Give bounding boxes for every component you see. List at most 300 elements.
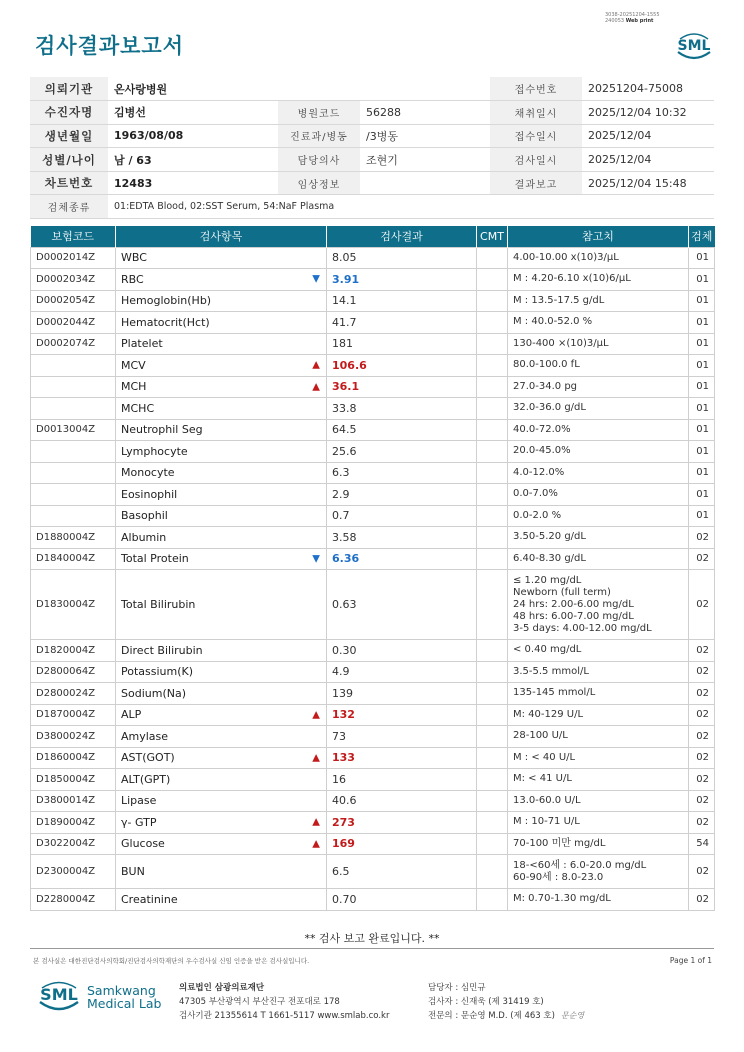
brand-name-line2: Medical Lab [87, 996, 162, 1011]
test-result: 132 [327, 704, 477, 726]
test-name [116, 640, 327, 662]
reference-range: 13.0-60.0 U/L [508, 790, 689, 812]
result-row [31, 570, 715, 640]
result-row [31, 333, 715, 355]
specimen-code: 01 [689, 376, 715, 398]
specimen-code: 01 [689, 269, 715, 291]
ward-code-value: 56288 [360, 101, 490, 125]
test-result: 36.1 [327, 376, 477, 398]
tester: 검사자 : 신재욱 (제 31419 호) [428, 997, 544, 1007]
test-name-label: MCHC [121, 401, 155, 415]
test-comment [477, 833, 508, 855]
test-name-label: Creatinine [121, 892, 178, 906]
result-row [31, 484, 715, 506]
report-date-label: 결과보고 [490, 171, 582, 195]
reference-range: M : 10-71 U/L [508, 812, 689, 834]
test-name [116, 747, 327, 769]
sex-age-label: 성별/나이 [30, 148, 108, 172]
test-comment [477, 726, 508, 748]
info-row [30, 101, 714, 125]
specimen-code: 02 [689, 570, 715, 640]
specimen-code: 02 [689, 769, 715, 791]
result-row [31, 355, 715, 377]
test-result: 106.6 [327, 355, 477, 377]
test-comment [477, 790, 508, 812]
specimen-code: 01 [689, 505, 715, 527]
test-name [116, 376, 327, 398]
test-name [116, 570, 327, 640]
reference-range: 0.0-7.0% [508, 484, 689, 506]
clinical-value [360, 171, 490, 195]
report-title: 검사결과보고서 [35, 34, 185, 58]
chart-label: 차트번호 [30, 171, 108, 195]
test-result: 73 [327, 726, 477, 748]
test-comment [477, 683, 508, 705]
patient-value: 김병선 [108, 101, 278, 125]
test-comment [477, 355, 508, 377]
test-name-label: Direct Bilirubin [121, 643, 203, 657]
certification-note: 본 검사실은 대한진단검사의학회/진단검사의학재단의 우수검사실 신임 인증을 받은 검사실입니다. [33, 957, 310, 965]
patient-label: 수진자명 [30, 101, 108, 125]
test-code [31, 505, 116, 527]
test-name-label: Hematocrit(Hct) [121, 315, 210, 329]
test-code: D1890004Z [31, 812, 116, 834]
results-body [31, 247, 715, 910]
test-code: D1870004Z [31, 704, 116, 726]
test-name-label: Platelet [121, 337, 163, 351]
test-date-label: 검사일시 [490, 148, 582, 172]
test-code: D0013004Z [31, 419, 116, 441]
test-result: 2.9 [327, 484, 477, 506]
test-comment [477, 855, 508, 889]
test-result: 0.70 [327, 889, 477, 911]
report-complete-note: ** 검사 보고 완료입니다. ** [304, 932, 440, 945]
foundation-address: 47305 부산광역시 부산진구 전포대로 178 [179, 997, 340, 1007]
reference-range: 80.0-100.0 fL [508, 355, 689, 377]
footer-divider [30, 948, 714, 949]
test-code: D2800064Z [31, 661, 116, 683]
specimen-value: 01:EDTA Blood, 02:SST Serum, 54:NaF Plasma [108, 195, 714, 219]
result-row [31, 247, 715, 269]
foundation-info [179, 981, 389, 1023]
low-flag-icon: ▼ [312, 553, 320, 565]
specimen-code: 01 [689, 355, 715, 377]
test-result: 40.6 [327, 790, 477, 812]
collect-value: 2025/12/04 10:32 [582, 101, 714, 125]
reference-range: M: 0.70-1.30 mg/dL [508, 889, 689, 911]
info-row [30, 77, 714, 101]
test-name [116, 548, 327, 570]
test-code: D3022004Z [31, 833, 116, 855]
result-row [31, 290, 715, 312]
result-row [31, 661, 715, 683]
col-header-specimen: 검체 [689, 226, 715, 247]
result-row [31, 704, 715, 726]
test-name [116, 661, 327, 683]
test-name-label: MCV [121, 358, 146, 372]
col-header-cmt: CMT [477, 226, 508, 247]
test-name-label: Neutrophil Seg [121, 423, 203, 437]
info-row [30, 148, 714, 172]
brand-name-line1: Samkwang [87, 983, 156, 998]
result-row [31, 747, 715, 769]
reference-range: 135-145 mmol/L [508, 683, 689, 705]
specimen-code: 01 [689, 398, 715, 420]
reference-range: 40.0-72.0% [508, 419, 689, 441]
test-comment [477, 398, 508, 420]
result-row [31, 548, 715, 570]
test-name-label: Basophil [121, 509, 168, 523]
test-code: D1830004Z [31, 570, 116, 640]
test-name [116, 704, 327, 726]
test-code: D3800024Z [31, 726, 116, 748]
specimen-code: 02 [689, 683, 715, 705]
test-name [116, 889, 327, 911]
specimen-code: 02 [689, 661, 715, 683]
birth-label: 생년월일 [30, 124, 108, 148]
test-code [31, 484, 116, 506]
test-name-label: Sodium(Na) [121, 686, 186, 700]
test-name-label: Amylase [121, 729, 169, 743]
test-comment [477, 527, 508, 549]
reference-range: M : 4.20-6.10 x(10)6/μL [508, 269, 689, 291]
result-row [31, 833, 715, 855]
test-code [31, 462, 116, 484]
test-result: 25.6 [327, 441, 477, 463]
test-comment [477, 290, 508, 312]
test-result: 139 [327, 683, 477, 705]
specimen-label: 검체종류 [30, 195, 108, 219]
test-name-label: Monocyte [121, 466, 175, 480]
chart-value: 12483 [108, 171, 278, 195]
doctor-value: 조현기 [360, 148, 490, 172]
specimen-code: 02 [689, 747, 715, 769]
print-code-line2: 240053 [605, 18, 625, 24]
signature: 문순영 [560, 1011, 585, 1020]
test-code: D0002044Z [31, 312, 116, 334]
result-row [31, 419, 715, 441]
test-comment [477, 812, 508, 834]
test-result: 64.5 [327, 419, 477, 441]
test-name [116, 790, 327, 812]
test-result: 6.5 [327, 855, 477, 889]
test-comment [477, 312, 508, 334]
test-name-label: Albumin [121, 530, 167, 544]
result-row [31, 769, 715, 791]
test-code: D0002074Z [31, 333, 116, 355]
test-comment [477, 505, 508, 527]
test-result: 6.3 [327, 462, 477, 484]
test-name [116, 855, 327, 889]
samkwang-logo [37, 980, 161, 1014]
specimen-code: 02 [689, 548, 715, 570]
doctor-label: 담당의사 [278, 148, 360, 172]
clinical-label: 임상정보 [278, 171, 360, 195]
test-name [116, 269, 327, 291]
test-code [31, 376, 116, 398]
web-print-label: Web print [625, 18, 654, 24]
test-name [116, 355, 327, 377]
high-flag-icon: ▲ [312, 752, 320, 764]
test-comment [477, 570, 508, 640]
result-row [31, 726, 715, 748]
hospital-label: 의뢰기관 [30, 77, 108, 101]
report-date-value: 2025/12/04 15:48 [582, 171, 714, 195]
test-name-label: Potassium(K) [121, 665, 194, 679]
specimen-code: 01 [689, 290, 715, 312]
test-name-label: Eosinophil [121, 487, 178, 501]
test-name-label: γ- GTP [121, 815, 157, 829]
collect-label: 채취일시 [490, 101, 582, 125]
col-header-reference: 참고치 [508, 226, 689, 247]
reference-range: M: 40-129 U/L [508, 704, 689, 726]
result-row [31, 889, 715, 911]
test-code: D0002054Z [31, 290, 116, 312]
reference-range: 70-100 미만 mg/dL [508, 833, 689, 855]
test-comment [477, 661, 508, 683]
test-name-label: BUN [121, 865, 145, 878]
test-date-value: 2025/12/04 [582, 148, 714, 172]
svg-text:SML: SML [40, 985, 78, 1004]
specimen-code: 01 [689, 247, 715, 269]
test-comment [477, 889, 508, 911]
test-code: D1840004Z [31, 548, 116, 570]
reference-range: 4.00-10.00 x(10)3/μL [508, 247, 689, 269]
reference-range: 3.5-5.5 mmol/L [508, 661, 689, 683]
hospital-value: 온사랑병원 [108, 77, 490, 101]
test-code: D1880004Z [31, 527, 116, 549]
test-name-label: RBC [121, 272, 144, 286]
test-name [116, 419, 327, 441]
reference-range: 130-400 ×(10)3/μL [508, 333, 689, 355]
result-row [31, 640, 715, 662]
specimen-code: 02 [689, 855, 715, 889]
svg-text:SML: SML [677, 38, 711, 54]
low-flag-icon: ▼ [312, 273, 320, 285]
result-row [31, 683, 715, 705]
foundation-contact: 검사기관 21355614 T 1661-5117 www.smlab.co.kr [179, 1011, 390, 1021]
test-comment [477, 640, 508, 662]
test-comment [477, 441, 508, 463]
reference-range: 0.0-2.0 % [508, 505, 689, 527]
result-row [31, 790, 715, 812]
specimen-code: 01 [689, 419, 715, 441]
test-comment [477, 747, 508, 769]
reference-range: 6.40-8.30 g/dL [508, 548, 689, 570]
reference-range: 18-<60세 : 6.0-20.0 mg/dL 60-90세 : 8.0-23.0 [508, 855, 689, 889]
specimen-code: 01 [689, 484, 715, 506]
info-row [30, 124, 714, 148]
result-row [31, 505, 715, 527]
test-result: 0.63 [327, 570, 477, 640]
reference-range: M : 13.5-17.5 g/dL [508, 290, 689, 312]
reference-range: < 0.40 mg/dL [508, 640, 689, 662]
manager: 담당자 : 심민규 [428, 983, 486, 993]
test-code: D1850004Z [31, 769, 116, 791]
test-comment [477, 269, 508, 291]
test-code: D2800024Z [31, 683, 116, 705]
birth-value: 1963/08/08 [108, 124, 278, 148]
reference-range: 27.0-34.0 pg [508, 376, 689, 398]
ward-code-label: 병원코드 [278, 101, 360, 125]
test-name-label: AST(GOT) [121, 751, 175, 765]
patient-info-table [30, 77, 714, 219]
info-row [30, 195, 714, 219]
test-comment [477, 704, 508, 726]
result-row [31, 398, 715, 420]
reference-range: M: < 41 U/L [508, 769, 689, 791]
test-result: 6.36 [327, 548, 477, 570]
test-result: 8.05 [327, 247, 477, 269]
reference-range: 20.0-45.0% [508, 441, 689, 463]
test-name [116, 333, 327, 355]
specimen-code: 01 [689, 333, 715, 355]
test-result: 14.1 [327, 290, 477, 312]
results-header [31, 226, 715, 247]
receipt-no-value: 20251204-75008 [582, 77, 714, 101]
reference-range: 4.0-12.0% [508, 462, 689, 484]
specimen-code: 02 [689, 726, 715, 748]
test-name-label: Hemoglobin(Hb) [121, 294, 212, 308]
test-name-label: Total Bilirubin [121, 598, 196, 611]
test-name [116, 290, 327, 312]
specimen-code: 02 [689, 640, 715, 662]
test-code: D0002034Z [31, 269, 116, 291]
result-row [31, 376, 715, 398]
test-result: 273 [327, 812, 477, 834]
staff-info [428, 981, 584, 1023]
col-header-result: 검사결과 [327, 226, 477, 247]
specimen-code: 02 [689, 790, 715, 812]
test-result: 4.9 [327, 661, 477, 683]
test-name-label: MCH [121, 380, 147, 394]
sml-logo-icon [674, 30, 714, 68]
high-flag-icon: ▲ [312, 359, 320, 371]
specimen-code: 01 [689, 462, 715, 484]
results-table [30, 226, 715, 911]
receipt-no-label: 접수번호 [490, 77, 582, 101]
print-code [605, 12, 660, 24]
test-name [116, 441, 327, 463]
test-result: 133 [327, 747, 477, 769]
test-result: 16 [327, 769, 477, 791]
test-name [116, 312, 327, 334]
test-code: D2280004Z [31, 889, 116, 911]
result-row [31, 269, 715, 291]
test-comment [477, 419, 508, 441]
receipt-date-value: 2025/12/04 [582, 124, 714, 148]
result-row [31, 855, 715, 889]
high-flag-icon: ▲ [312, 381, 320, 393]
test-result: 33.8 [327, 398, 477, 420]
reference-range: 28-100 U/L [508, 726, 689, 748]
test-comment [477, 247, 508, 269]
test-result: 41.7 [327, 312, 477, 334]
reference-range: M : 40.0-52.0 % [508, 312, 689, 334]
foundation-name: 의료법인 삼광의료재단 [179, 983, 265, 993]
test-name [116, 527, 327, 549]
test-code: D3800014Z [31, 790, 116, 812]
test-comment [477, 484, 508, 506]
sml-logo-icon [37, 980, 81, 1014]
receipt-date-label: 접수일시 [490, 124, 582, 148]
test-name [116, 683, 327, 705]
test-result: 0.30 [327, 640, 477, 662]
test-comment [477, 333, 508, 355]
test-code [31, 398, 116, 420]
test-result: 181 [327, 333, 477, 355]
test-comment [477, 769, 508, 791]
test-comment [477, 548, 508, 570]
result-row [31, 812, 715, 834]
result-row [31, 462, 715, 484]
test-code: D0002014Z [31, 247, 116, 269]
specimen-code: 02 [689, 704, 715, 726]
result-row [31, 312, 715, 334]
print-code-line1: 3038-20251204-1555 [605, 12, 660, 18]
dept-label: 진료과/병동 [278, 124, 360, 148]
reference-range: 32.0-36.0 g/dL [508, 398, 689, 420]
specimen-code: 02 [689, 527, 715, 549]
sex-age-value: 남 / 63 [108, 148, 278, 172]
test-name-label: Lymphocyte [121, 444, 188, 458]
specimen-code: 02 [689, 889, 715, 911]
specialist: 전문의 : 문순영 M.D. (제 463 호) [428, 1011, 555, 1021]
test-name-label: WBC [121, 251, 147, 265]
test-name [116, 833, 327, 855]
high-flag-icon: ▲ [312, 816, 320, 828]
reference-range: ≤ 1.20 mg/dL Newborn (full term) 24 hrs: 2.00-6.00 mg/dL 48 hrs: 6.00-7.00 mg/dL 3-5 days: 4.00-12.00 mg/dL [508, 570, 689, 640]
reference-range: 3.50-5.20 g/dL [508, 527, 689, 549]
test-name [116, 726, 327, 748]
test-name-label: ALT(GPT) [121, 772, 171, 786]
test-code [31, 355, 116, 377]
test-name [116, 505, 327, 527]
test-result: 3.58 [327, 527, 477, 549]
test-comment [477, 462, 508, 484]
test-result: 3.91 [327, 269, 477, 291]
test-name-label: Glucose [121, 837, 165, 851]
result-row [31, 441, 715, 463]
test-name-label: Lipase [121, 794, 157, 808]
test-result: 169 [327, 833, 477, 855]
high-flag-icon: ▲ [312, 709, 320, 721]
test-name [116, 812, 327, 834]
test-result: 0.7 [327, 505, 477, 527]
specimen-code: 01 [689, 312, 715, 334]
specimen-code: 01 [689, 441, 715, 463]
specimen-code: 54 [689, 833, 715, 855]
test-name [116, 462, 327, 484]
specimen-code: 02 [689, 812, 715, 834]
reference-range: M : < 40 U/L [508, 747, 689, 769]
test-code: D2300004Z [31, 855, 116, 889]
test-comment [477, 376, 508, 398]
info-row [30, 171, 714, 195]
test-name-label: Total Protein [121, 552, 189, 566]
dept-value: /3병동 [360, 124, 490, 148]
test-name [116, 247, 327, 269]
page-number: Page 1 of 1 [669, 956, 712, 965]
test-name-label: ALP [121, 708, 142, 722]
test-name [116, 484, 327, 506]
test-name [116, 398, 327, 420]
test-code: D1820004Z [31, 640, 116, 662]
high-flag-icon: ▲ [312, 838, 320, 850]
col-header-code: 보험코드 [31, 226, 116, 247]
test-name [116, 769, 327, 791]
col-header-item: 검사항목 [116, 226, 327, 247]
